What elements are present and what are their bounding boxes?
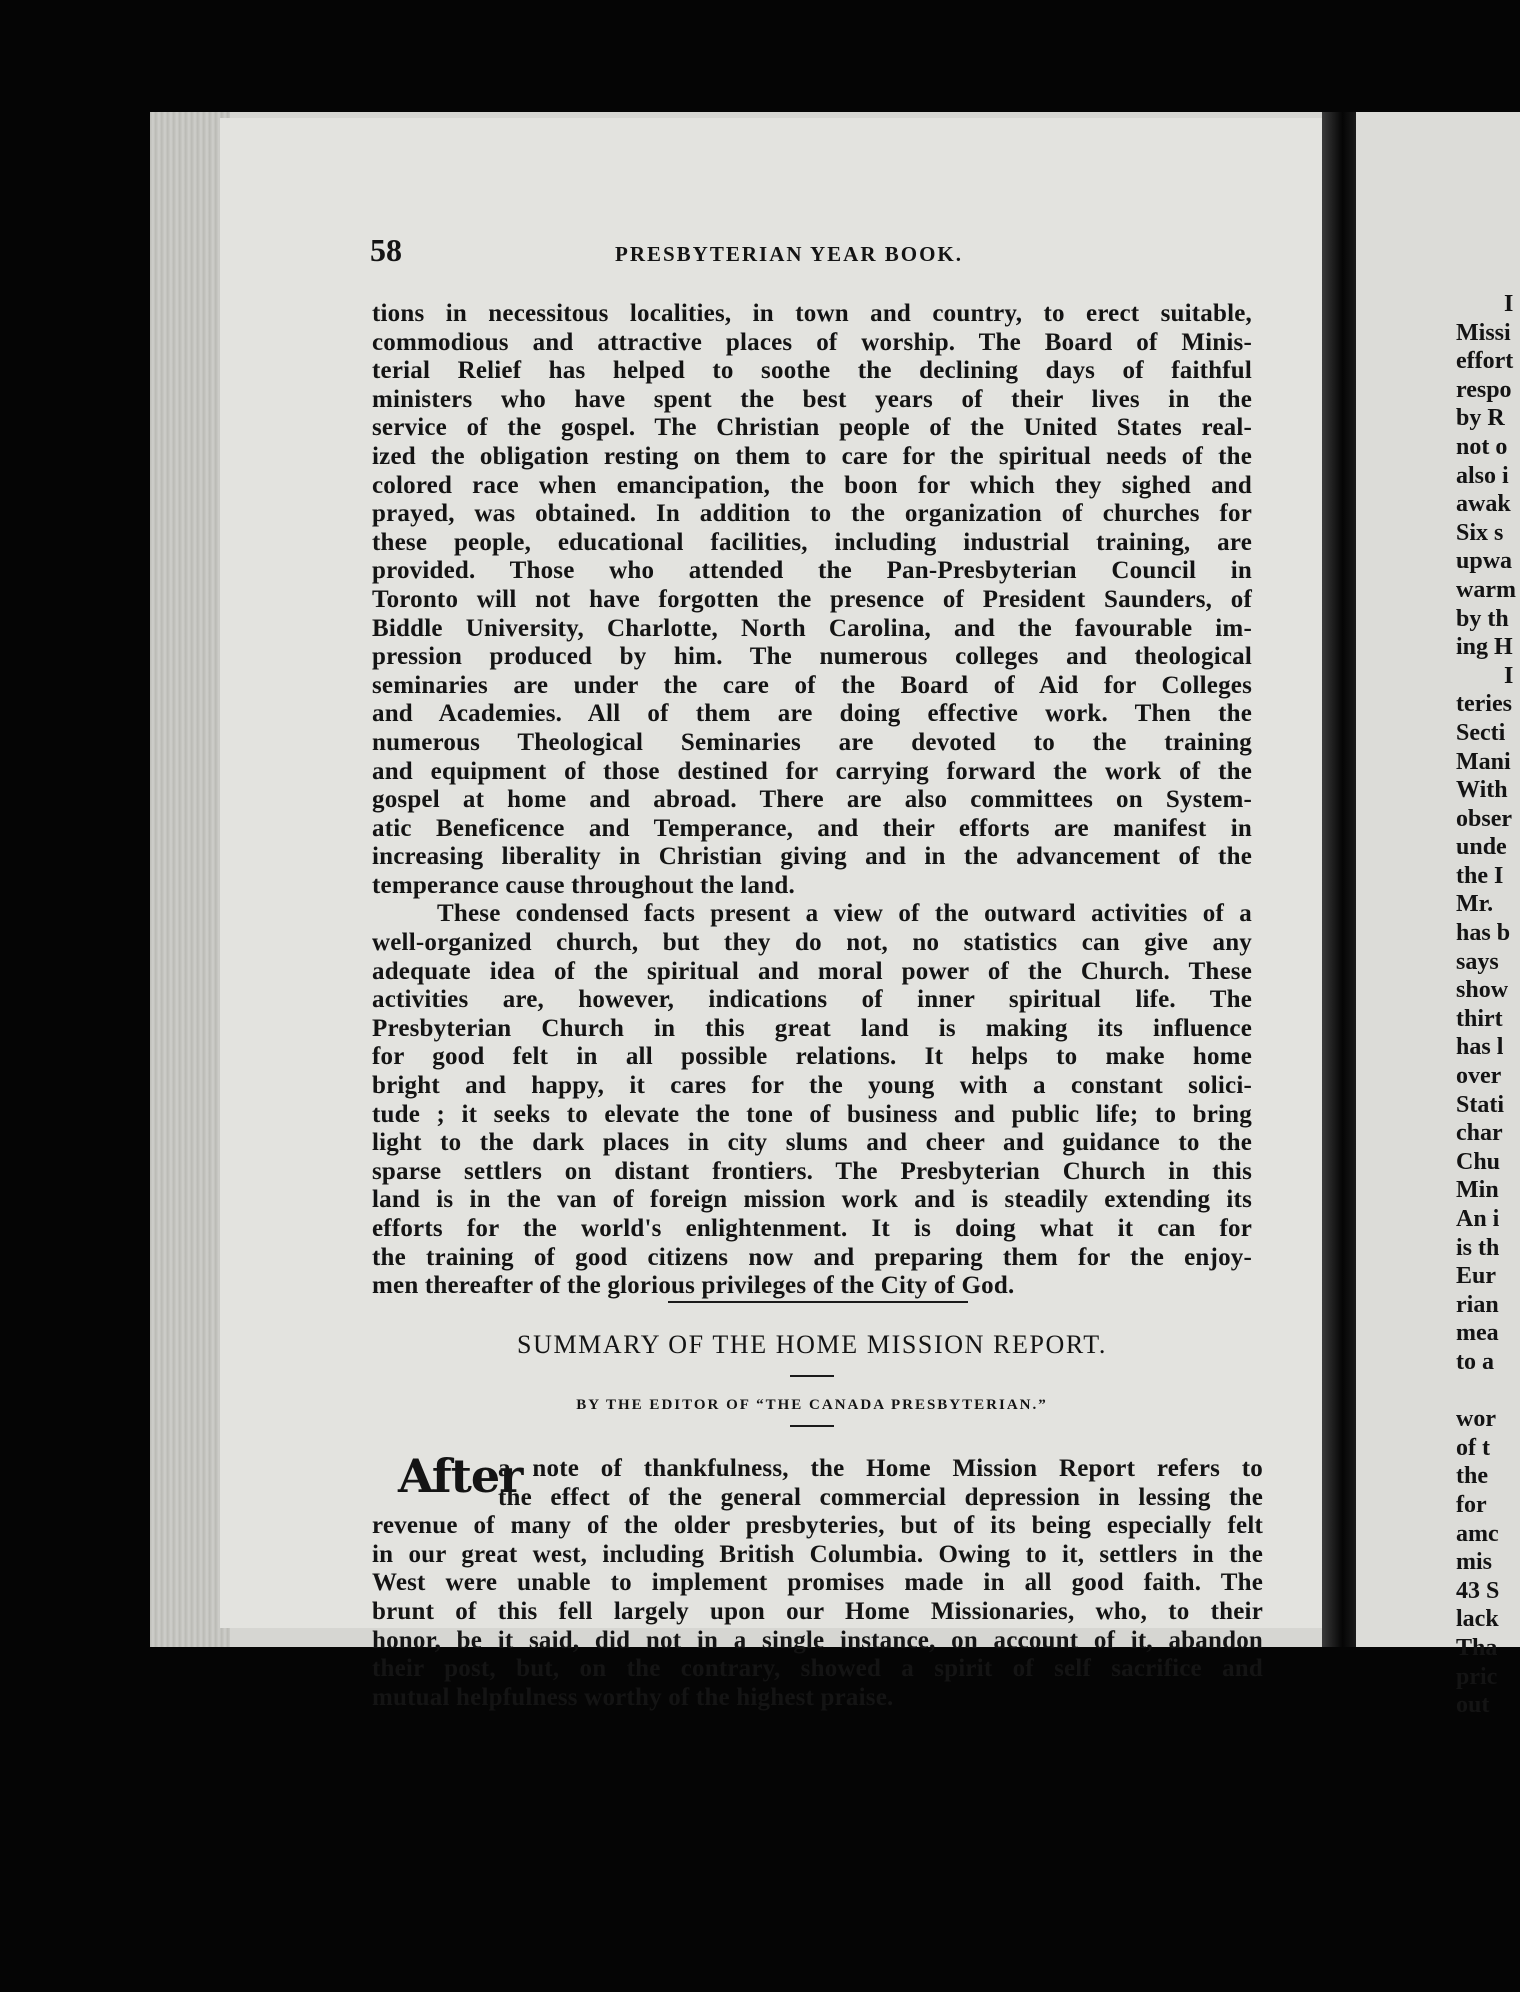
right-page-fragment: warm [1456, 576, 1516, 603]
paragraph-line: Toronto will not have forgotten the presence of President Saunders, of [372, 585, 1252, 613]
section-title: SUMMARY OF THE HOME MISSION REPORT. [517, 1330, 1107, 1359]
paragraph-line: gospel at home and abroad. There are also committees on System- [372, 786, 1252, 814]
paragraph-line: tions in necessitous localities, in town and country, to erect suitable, [372, 300, 1252, 327]
paragraph-line: and Academies. All of them are doing effective work. Then the [372, 700, 1252, 728]
byline-rule [790, 1425, 834, 1427]
right-page-fragment: lack [1456, 1606, 1499, 1633]
right-page-fragment: not o [1456, 433, 1508, 460]
right-page-fragment: wor [1456, 1406, 1496, 1433]
section-byline: BY THE EDITOR OF “THE CANADA PRESBYTERIAN.” [576, 1397, 1048, 1413]
paragraph-line: ministers who have spent the best years of their lives in the [372, 385, 1252, 413]
right-page-fragment: of t [1456, 1434, 1490, 1461]
right-page-fragment: the [1456, 1463, 1488, 1490]
right-page-fragment: 43 S [1456, 1577, 1500, 1604]
right-page-fragment [1456, 1377, 1520, 1406]
paragraph-line: ized the obligation resting on them to care for the spiritual needs of the [372, 442, 1252, 470]
right-page-fragment: respo [1456, 376, 1512, 403]
page-number: 58 [370, 232, 402, 268]
paragraph-line: men thereafter of the glorious privileges of the City of God. [372, 1272, 1015, 1300]
right-page-fragment: Tha [1456, 1634, 1498, 1661]
right-page-fragment: unde [1456, 834, 1507, 861]
right-page-fragment: Min [1456, 1177, 1499, 1204]
paragraph-line: West were unable to implement promises made in all good faith. The [372, 1569, 1263, 1597]
drop-cap: After [398, 1449, 523, 1503]
right-page-fragment: over [1456, 1063, 1502, 1090]
paragraph-line: and equipment of those destined for carrying forward the work of the [372, 757, 1252, 785]
right-page-fragment: obser [1456, 805, 1512, 832]
paragraph-line: pression produced by him. The numerous colleges and theological [372, 643, 1252, 671]
paragraph-line: in our great west, including British Columbia. Owing to it, settlers in the [372, 1540, 1263, 1568]
right-page-fragment: mea [1456, 1320, 1499, 1347]
right-page-fragment: mis [1456, 1549, 1492, 1576]
right-page-fragment: Six s [1456, 519, 1504, 546]
paragraph-line: a note of thankfulness, the Home Mission Report refers to [498, 1455, 1263, 1482]
paragraph-line: activities are, however, indications of inner spiritual life. The [372, 986, 1252, 1014]
right-page-fragment: awak [1456, 491, 1511, 518]
paragraph-line: well-organized church, but they do not, no statistics can give any [372, 929, 1252, 957]
right-page-fragment: is th [1456, 1234, 1500, 1261]
right-page-fragment: ing H [1456, 634, 1513, 661]
right-page-fragment: also i [1456, 462, 1509, 489]
paragraph-line: temperance cause throughout the land. [372, 871, 795, 899]
paragraph-line: increasing liberality in Christian giving and in the advancement of the [372, 843, 1252, 871]
right-page-fragment: I [1504, 291, 1514, 317]
right-page-fragment: pric [1456, 1663, 1498, 1690]
right-page-fragment: has l [1456, 1034, 1504, 1061]
page-header [370, 232, 1250, 272]
right-page-fragment: show [1456, 977, 1509, 1004]
paragraph-line: mutual helpfulness worthy of the highest praise. [372, 1683, 894, 1711]
paragraph-line: service of the gospel. The Christian people of the United States real- [372, 414, 1252, 442]
running-head: PRESBYTERIAN YEAR BOOK. [615, 242, 964, 266]
right-page-fragment: Mr. [1456, 891, 1494, 918]
right-page-fragment: for [1456, 1491, 1487, 1518]
paragraph-line: the effect of the general commercial depression in lessing the [498, 1483, 1263, 1511]
paragraph-line: efforts for the world's enlightenment. It is doing what it can for [372, 1215, 1252, 1242]
paragraph-line: terial Relief has helped to soothe the declining days of faithful [372, 357, 1252, 385]
paragraph-line: prayed, was obtained. In addition to the organization of churches for [372, 500, 1252, 528]
right-page-text [1456, 290, 1520, 1720]
paragraph-line: light to the dark places in city slums and cheer and guidance to the [372, 1129, 1252, 1157]
right-page-fragment: teries [1456, 691, 1512, 718]
right-page-fragment: has b [1456, 920, 1511, 947]
right-page-fragment: to a [1456, 1348, 1494, 1375]
paragraph-line: Presbyterian Church in this great land is making its influence [372, 1014, 1252, 1042]
paragraph-line: numerous Theological Seminaries are devoted to the training [372, 728, 1252, 756]
paragraph-line: these people, educational facilities, including industrial training, are [372, 528, 1252, 556]
page-edges [150, 112, 230, 1647]
right-page-fragment: the I [1456, 862, 1504, 889]
right-page-fragment: upwa [1456, 548, 1513, 575]
right-page-fragment: Secti [1456, 719, 1506, 746]
paragraph-line: atic Beneficence and Temperance, and their efforts are manifest in [372, 814, 1252, 842]
right-page-fragment: With [1456, 777, 1508, 804]
paragraph-line: adequate idea of the spiritual and moral power of the Church. These [372, 957, 1252, 985]
paragraph-line: the training of good citizens now and preparing them for the enjoy- [372, 1243, 1252, 1271]
paragraph-line: brunt of this fell largely upon our Home Missionaries, who, to their [372, 1597, 1263, 1625]
book-gutter [1322, 112, 1356, 1647]
body-text [372, 300, 1252, 1301]
paragraph-line: their post, but, on the contrary, showed a spirit of self sacrifice and [372, 1655, 1263, 1683]
title-rule [790, 1375, 834, 1377]
right-page-fragment: by th [1456, 605, 1509, 632]
paragraph-line: commodious and attractive places of worship. The Board of Minis- [372, 328, 1252, 356]
right-page-fragment: An i [1456, 1206, 1500, 1232]
right-page-fragment: Missi [1456, 319, 1511, 346]
paragraph-line: bright and happy, it cares for the young with a constant solici- [372, 1072, 1252, 1100]
right-page-fragment: Mani [1456, 748, 1511, 775]
right-page-fragment: rian [1456, 1291, 1499, 1318]
right-page-fragment: Chu [1456, 1148, 1501, 1175]
paragraph-line: colored race when emancipation, the boon for which they sighed and [372, 471, 1252, 499]
paragraph-line: land is in the van of foreign mission work and is steadily extending its [372, 1186, 1252, 1214]
right-page-fragment: char [1456, 1120, 1503, 1147]
right-page-fragment: effort [1456, 348, 1514, 375]
paragraph-line: sparse settlers on distant frontiers. The Presbyterian Church in this [372, 1157, 1252, 1185]
right-page-fragment: says [1456, 948, 1499, 975]
section-divider [668, 1301, 968, 1303]
right-page-fragment: Stati [1456, 1091, 1504, 1118]
paragraph-line: tude ; it seeks to elevate the tone of business and public life; to bring [372, 1100, 1252, 1128]
summary-paragraph [372, 1455, 1263, 1712]
paragraph-line: for good felt in all possible relations. It helps to make home [372, 1043, 1252, 1071]
paragraph-line: Biddle University, Charlotte, North Carolina, and the favourable im- [372, 614, 1252, 642]
paragraph-line: These condensed facts present a view of the outward activities of a [437, 900, 1252, 928]
right-page-fragment: out [1456, 1692, 1490, 1719]
right-page-fragment: by R [1456, 405, 1505, 432]
paragraph-line: seminaries are under the care of the Board of Aid for Colleges [372, 671, 1252, 699]
right-page-fragment: I [1504, 662, 1514, 689]
right-page-fragment: thirt [1456, 1005, 1503, 1032]
paragraph-line: provided. Those who attended the Pan-Presbyterian Council in [372, 557, 1252, 585]
paragraph-line: revenue of many of the older presbyteries, but of its being especially felt [372, 1512, 1263, 1540]
paragraph-line: honor, be it said, did not in a single instance, on account of it, abandon [372, 1626, 1263, 1654]
right-page-fragment: amc [1456, 1520, 1499, 1547]
right-page-fragment: Eur [1456, 1263, 1497, 1290]
